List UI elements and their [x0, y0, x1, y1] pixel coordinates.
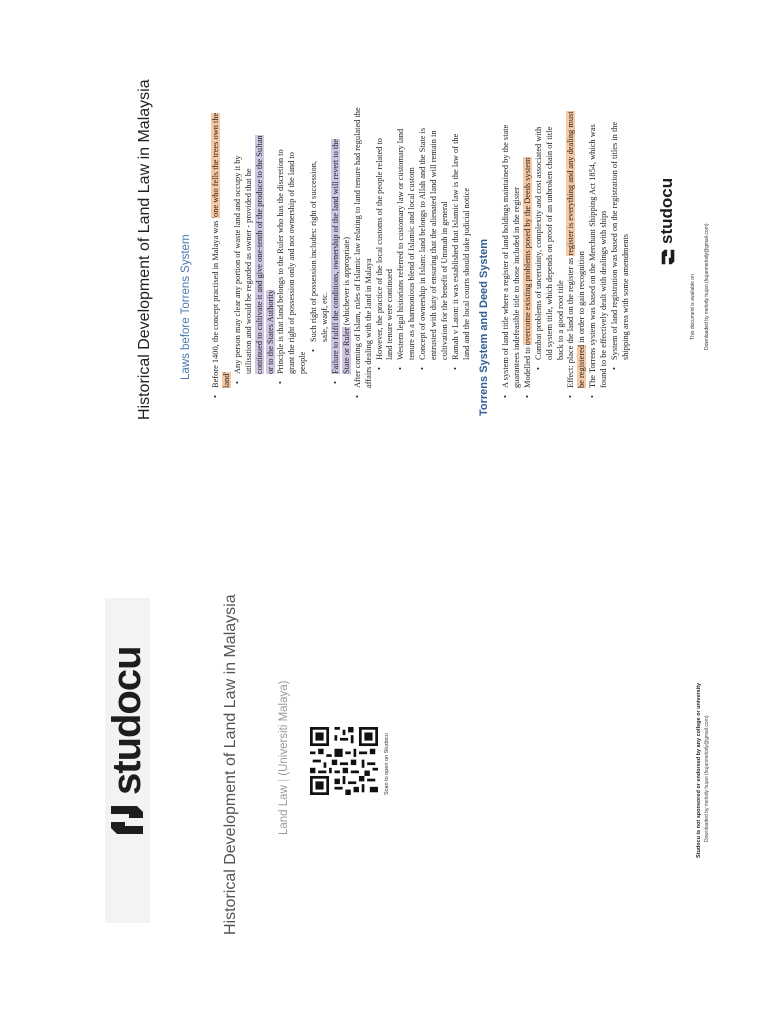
studocu-logo-icon	[107, 800, 147, 840]
text-line	[588, 124, 598, 398]
line-text: shipping area with some amendments	[620, 233, 630, 360]
line-text: land and the local courts should take judicial notice	[461, 187, 471, 360]
bullet-icon: •	[352, 395, 362, 398]
text-line	[566, 111, 576, 398]
line-text: Modelled to	[522, 345, 532, 388]
line-text: Concept of ownership in Islam: land belongs to Allah and the State is	[418, 127, 428, 360]
line-text: A system of land title where a register of land holdings maintained by the state	[501, 124, 510, 388]
text-line	[512, 187, 521, 388]
highlighted-text: or to the States Authority	[265, 289, 275, 374]
bullet-icon: •	[566, 395, 576, 398]
text-line	[320, 292, 329, 342]
text-line	[374, 138, 384, 370]
highlighted-text: be registered	[577, 344, 587, 388]
text-line	[501, 124, 510, 398]
bullet-icon: •	[276, 381, 286, 384]
line-text: (whichever is appropriate)	[341, 237, 351, 328]
cover-doc-title[interactable]: Historical Development of Land Law in Malaysia	[222, 594, 239, 935]
course-name: Land Law	[278, 785, 290, 835]
line-text: in order to gain recognition	[577, 251, 587, 345]
text-line	[298, 352, 307, 374]
highlighted-text: land'	[221, 372, 231, 388]
text-line	[621, 234, 630, 360]
text-line	[533, 126, 543, 370]
text-line	[255, 135, 264, 374]
bullet-icon: •	[374, 367, 384, 370]
text-line	[266, 290, 275, 374]
line-text: System of land registration was based on the registration of titles in the	[610, 121, 619, 360]
text-line	[407, 167, 416, 360]
highlighted-text: continued to cultivate it and give one-tenth of the produce to the Sultan	[254, 135, 264, 374]
text-line	[577, 251, 586, 388]
line-text: guarantees indefeasible title to those included in the register	[511, 187, 521, 388]
text-line	[429, 130, 438, 360]
line-text: back to a good root title	[555, 280, 565, 360]
text-line	[211, 112, 220, 398]
bullet-icon: •	[211, 395, 220, 398]
line-text: old system title, which depends on proof of an unbroken chain of title	[544, 126, 554, 360]
highlighted-text: register is everything and any dealing must	[566, 111, 576, 256]
line-text: Western legal historians referred to customary law or customary land	[396, 128, 406, 360]
bullet-icon: •	[588, 395, 598, 398]
line-text: land tenure were continued	[385, 269, 395, 360]
line-text: utilisation and would be regarded as owner - provided that he	[243, 168, 253, 374]
bullet-icon: •	[396, 367, 406, 370]
text-line	[244, 168, 253, 374]
bullet-icon: •	[533, 367, 543, 370]
bullet-icon: •	[309, 349, 319, 352]
text-line	[418, 127, 428, 370]
line-text: Principle is that land belongs to the Ruler who has the discretion to	[276, 149, 286, 374]
line-text: Effect: place the land on the register as	[566, 255, 576, 388]
text-line	[556, 280, 565, 360]
bullet-icon: •	[522, 395, 532, 398]
bullet-icon: •	[450, 367, 460, 370]
highlighted-text: 'one who fells the trees own the	[211, 112, 220, 219]
laws-heading: Laws before Torrens System	[180, 234, 192, 380]
notes-title: Historical Development of Land Law in Malaysia	[136, 79, 153, 420]
bullet-icon: •	[418, 367, 428, 370]
torrens-heading: Torrens System and Deed System	[478, 238, 490, 416]
text-line	[364, 258, 373, 388]
qr-code-icon[interactable]	[310, 727, 378, 795]
footer-logo-text: studocu	[657, 177, 676, 244]
text-line	[599, 210, 608, 388]
text-line	[222, 372, 231, 388]
course-line[interactable]: Land Law | (Universiti Malaya)	[278, 680, 290, 835]
line-text: Combat problems of uncertainty, complexity and cost associated with	[533, 126, 543, 360]
text-line	[352, 107, 362, 398]
studocu-logo-text: studocu	[105, 646, 149, 795]
footer-available-text: This document is available on	[690, 274, 696, 340]
text-line	[342, 237, 351, 374]
line-text: sale, waqf, etc.	[320, 292, 329, 342]
bullet-icon: •	[610, 367, 619, 370]
university-name: (Universiti Malaya)	[278, 680, 290, 776]
bullet-icon: •	[232, 381, 242, 384]
footer-downloaded-by: Downloaded by melody hujan (hujanmelody@gmail.com)	[704, 223, 710, 350]
footer-studocu-logo-icon	[659, 248, 677, 266]
line-text: grant the right of possession only and not ownership of the land to	[287, 152, 297, 374]
line-text: However, the practice of the local customs of the people related to	[374, 138, 384, 360]
text-line	[396, 128, 406, 370]
line-text: found to be effectively dealt with dealings with ships	[599, 210, 609, 388]
highlighted-text: Failure to fulfil the conditions, ownership of the land will revert to the	[330, 138, 340, 374]
line-text: affairs dealing with the land in Malaya	[363, 258, 373, 388]
text-line	[385, 269, 394, 360]
text-line	[276, 149, 286, 384]
highlighted-text: State or Ruler	[341, 327, 351, 374]
text-line	[522, 157, 532, 398]
line-text: Ramah v Laton: it was established that Islamic law is the law of the	[450, 133, 460, 360]
text-line	[610, 121, 619, 370]
cover-downloaded-by: Downloaded by melody hujan (hujanmelody@gmail.com)	[704, 715, 710, 842]
scan-caption: Scan to open on Studocu	[384, 733, 390, 795]
line-text: people	[298, 351, 308, 374]
bullet-icon: •	[330, 381, 340, 384]
line-text: Any person may clear any portion of waste land and occupy it by	[232, 155, 242, 374]
line-text: The Torrens system was based on the Merchant Shipping Act 1854, which was	[588, 124, 598, 388]
line-text: cultivation for the benefit of Ummah in general	[439, 201, 449, 360]
line-text: tenure as a harmonious blend of Islamic and local custom	[407, 167, 417, 360]
text-line	[309, 161, 319, 352]
text-line	[232, 155, 242, 384]
line-text: Such right of possession includes: right of succession,	[309, 161, 319, 342]
line-text: After coming of Islam, rules of Islamic law relating to land tenure had regulated the	[352, 107, 362, 388]
line-text: Before 1400, the concept practised in Malaya was	[211, 218, 220, 388]
line-text: entrusted with duty of ensuring that the alienated land will remain in	[429, 130, 438, 360]
text-line	[287, 152, 296, 374]
text-line	[440, 201, 449, 360]
disclaimer-text: Studocu is not sponsored or endorsed by any college or university	[696, 682, 702, 858]
highlighted-text: overcome existing problems posed by the Deeds system	[522, 157, 532, 346]
bullet-icon: •	[501, 395, 510, 398]
text-line	[450, 133, 460, 370]
text-line	[462, 188, 471, 360]
text-line	[330, 138, 340, 384]
text-line	[545, 127, 554, 360]
